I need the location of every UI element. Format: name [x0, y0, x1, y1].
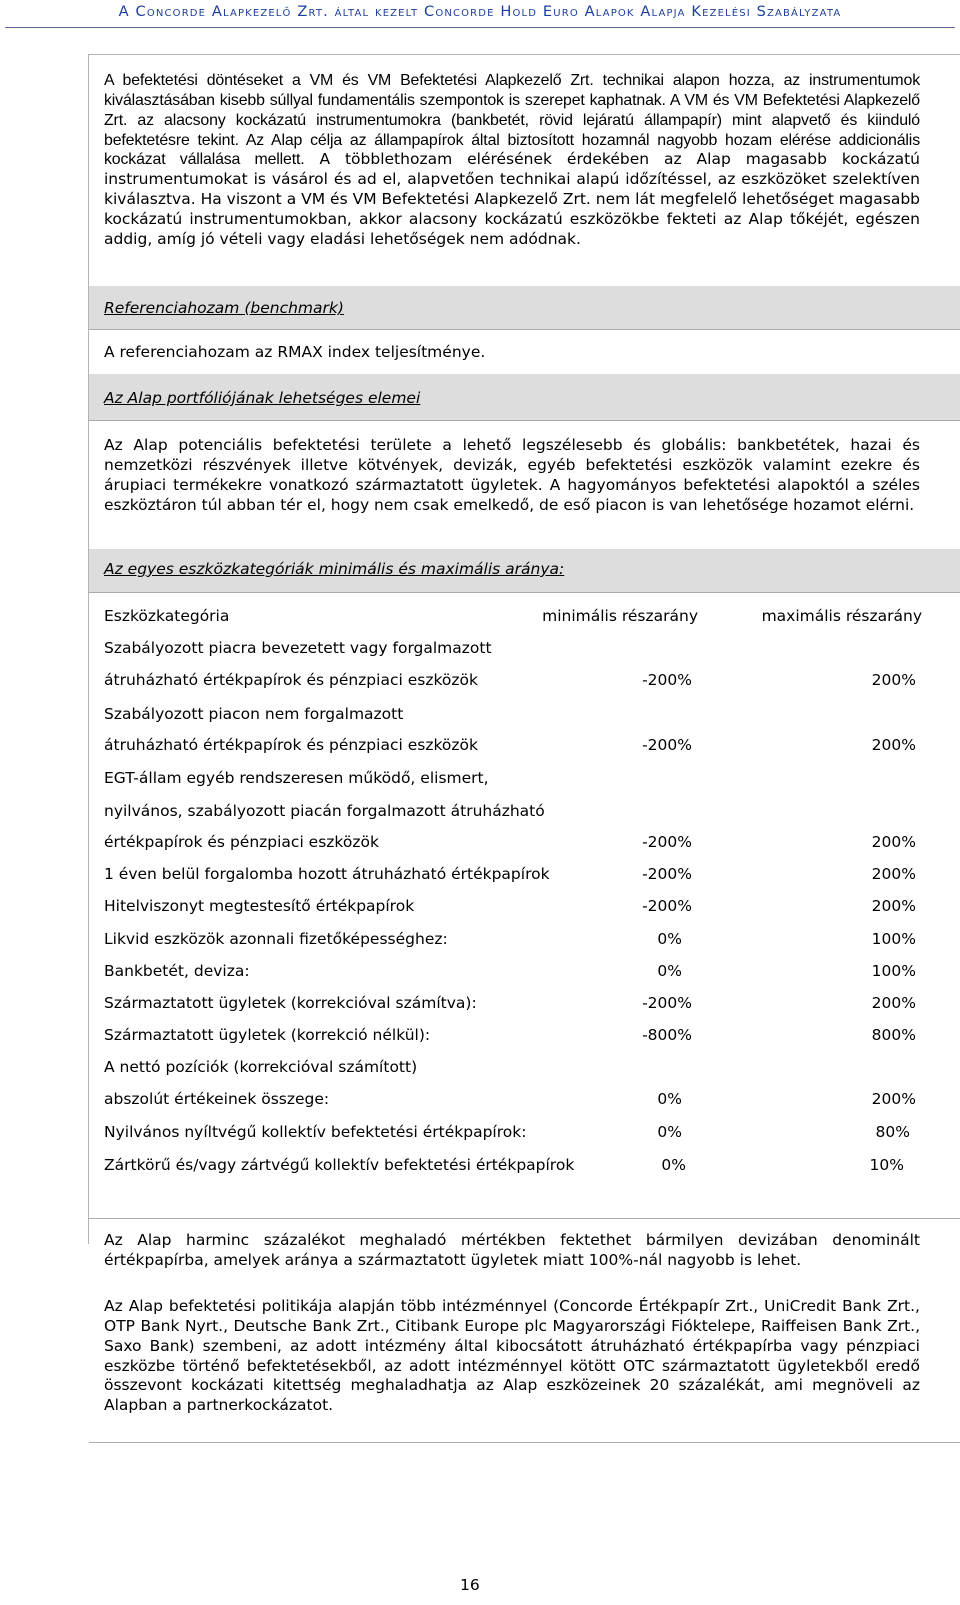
header-divider — [5, 27, 955, 28]
row-min: -200% — [642, 897, 692, 915]
row-min: 0% — [661, 1156, 686, 1174]
row-category: Szabályozott piacra bevezetett vagy forgalmazott — [104, 639, 492, 657]
row-category: Zártkörű és/vagy zártvégű kollektív befektetési értékpapírok — [104, 1156, 575, 1174]
row-max: 200% — [871, 1090, 916, 1108]
table-row — [104, 1120, 916, 1144]
row-category: EGT-állam egyéb rendszeresen működő, elismert, — [104, 769, 489, 787]
row-max: 200% — [871, 736, 916, 754]
row-max: 10% — [869, 1156, 904, 1174]
portfolio-heading: Az Alap portfóliójának lehetséges elemei — [104, 389, 421, 407]
row-category: nyilvános, szabályozott piacán forgalmazott átruházható — [104, 802, 545, 820]
row-max: 80% — [875, 1123, 910, 1141]
row-max: 100% — [871, 930, 916, 948]
column-header-min: minimális részarány — [542, 607, 698, 625]
row-category: átruházható értékpapírok és pénzpiaci eszközök — [104, 671, 478, 689]
table-row — [104, 733, 916, 757]
column-header-category: Eszközkategória — [104, 607, 230, 625]
bottom-divider — [89, 1442, 960, 1443]
row-max: 100% — [871, 962, 916, 980]
row-min: -200% — [642, 833, 692, 851]
table-row — [104, 1087, 916, 1111]
table-row — [104, 959, 916, 983]
row-max: 800% — [871, 1026, 916, 1044]
table-row — [104, 991, 916, 1015]
row-max: 200% — [871, 671, 916, 689]
benchmark-text: A referenciahozam az RMAX index teljesítménye. — [104, 343, 486, 361]
row-max: 200% — [871, 865, 916, 883]
table-row — [104, 830, 916, 854]
intro-paragraph — [104, 71, 920, 250]
table-row — [104, 799, 916, 823]
row-min: 0% — [657, 1123, 682, 1141]
row-category: Szabályozott piacon nem forgalmazott — [104, 705, 404, 723]
row-min: -200% — [642, 671, 692, 689]
column-header-max: maximális részarány — [761, 607, 922, 625]
row-max: 200% — [871, 833, 916, 851]
row-min: -200% — [642, 736, 692, 754]
row-min: -200% — [642, 865, 692, 883]
row-category: Nyilvános nyíltvégű kollektív befektetési értékpapírok: — [104, 1123, 527, 1141]
row-category: Származtatott ügyletek (korrekció nélkül): — [104, 1026, 431, 1044]
table-row — [104, 927, 916, 951]
table-row — [104, 636, 916, 660]
row-category: A nettó pozíciók (korrekcióval számított) — [104, 1058, 418, 1076]
table-row — [104, 1023, 916, 1047]
intro-text: A többlethozam elérésének érdekében az Alap magasabb kockázatú instrumentumokat is vásárol és ad el, alapvetően technikai alapú időzítéssel, az eszközöket szelektíven kiválasztva. Ha viszont a VM és VM Befektetési Alapkezelő Zrt. nem lát megfelelő lehetőséget magasabb kockázatú instrumentumokban, akkor alacsony kockázatú eszközökbe fekteti az Alap tőkéjét, egészen addig, amíg jó vételi vagy eladási lehetőségek nem adódnak. — [104, 150, 920, 248]
table-row — [104, 1055, 916, 1079]
row-min: 0% — [657, 1090, 682, 1108]
header-title: A Concorde Alapkezelő Zrt. által kezelt Concorde Hold Euro Alapok Alapja Kezelési Szabályzata — [118, 3, 842, 20]
row-category: értékpapírok és pénzpiaci eszközök — [104, 833, 379, 851]
table-row — [104, 1153, 916, 1177]
row-min: 0% — [657, 962, 682, 980]
table-row — [104, 894, 916, 918]
row-category: Hitelviszonyt megtestesítő értékpapírok — [104, 897, 415, 915]
row-category: Bankbetét, deviza: — [104, 962, 250, 980]
page-header — [0, 0, 960, 30]
section-divider — [89, 1218, 960, 1219]
row-max: 200% — [871, 897, 916, 915]
note-paragraph-counterparty: Az Alap befektetési politikája alapján több intézménnyel (Concorde Értékpapír Zrt., UniCredit Bank Zrt., OTP Bank Nyrt., Deutsche Bank Zrt., Citibank Europe plc Magyarországi Fióktelepe, Raiffeisen Bank Zrt., Saxo Bank) szembeni, az adott intézmény által kibocsátott átruházható értékpapírba vagy pénzpiaci eszközbe történő befektetésekből, az adott intézménnyel kötött OTC származtatott ügyletekből eredő összevont kockázati kitettség meghaladhatja az Alap eszközeinek 20 százalékát, ami megnöveli az Alapban a partnerkockázatot. — [104, 1297, 920, 1415]
row-category: átruházható értékpapírok és pénzpiaci eszközök — [104, 736, 478, 754]
table-row — [104, 668, 916, 692]
table-row — [104, 862, 916, 886]
benchmark-heading: Referenciahozam (benchmark) — [104, 299, 344, 317]
intro-text-sans: A befektetési döntéseket a VM és VM Befektetési Alapkezelő Zrt. technikai alapon hozza, az instrumentumok kiválasztásában kisebb súllyal fundamentális szempontok is szerepet kaphatnak. A VM és VM Befektetési Alapkezelő Zrt. az alacsony kockázatú instrumentumokra (bankbetét, rövid lejáratú állampapír) mint alapvető és kiinduló befektetésre tekint. Az Alap célja az állampapírok által biztosított hozamnál nagyobb hozam elérése addicionális kockázat vállalása mellett. — [104, 72, 920, 169]
ratios-heading: Az egyes eszközkategóriák minimális és maximális aránya: — [104, 560, 565, 578]
row-category: Származtatott ügyletek (korrekcióval számítva): — [104, 994, 477, 1012]
table-row — [104, 702, 916, 726]
row-min: -800% — [642, 1026, 692, 1044]
note-paragraph-currency: Az Alap harminc százalékot meghaladó mértékben fektethet bármilyen devizában denominált értékpapírba, amelyek aránya a származtatott ügyletek miatt 100%-nál nagyobb is lehet. — [104, 1231, 920, 1269]
page-number: 16 — [460, 1576, 480, 1594]
row-category: 1 éven belül forgalomba hozott átruházható értékpapírok — [104, 865, 550, 883]
row-category: Likvid eszközök azonnali fizetőképességhez: — [104, 930, 448, 948]
table-row — [104, 766, 916, 790]
row-category: abszolút értékeinek összege: — [104, 1090, 330, 1108]
table-header-row — [104, 604, 922, 628]
row-min: -200% — [642, 994, 692, 1012]
row-min: 0% — [657, 930, 682, 948]
portfolio-text: Az Alap potenciális befektetési területe a lehető legszélesebb és globális: bankbetétek, hazai és nemzetközi részvények illetve kötvények, devizák, egyéb befektetési eszközök valamint ezekre és árupiaci termékekre vonatkozó származtatott ügyletek. A hagyományos befektetési alapoktól a széles eszköztáron túl abban tér el, hogy nem csak emelkedő, de eső piacon is van lehetősége hozamot elérni. — [104, 436, 920, 514]
row-max: 200% — [871, 994, 916, 1012]
